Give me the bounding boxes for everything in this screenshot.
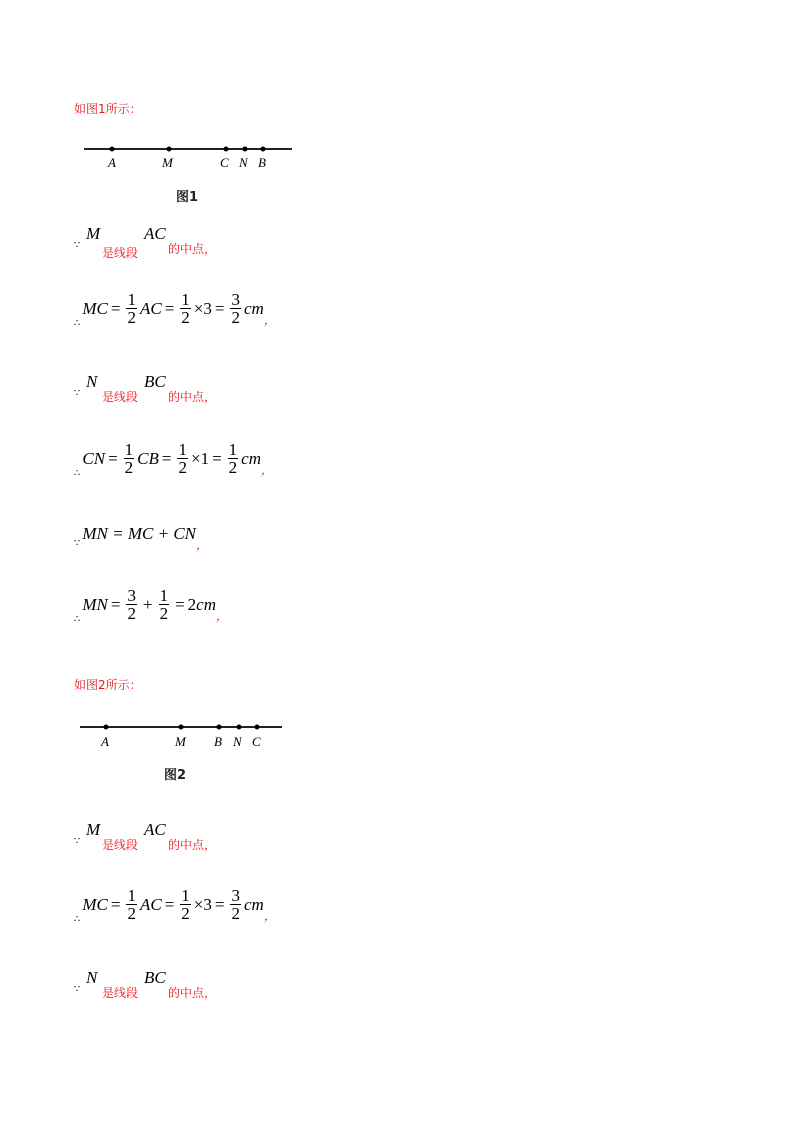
numerator: 1 [127, 290, 136, 309]
denominator: 2 [124, 458, 134, 477]
times-term: ×1 [190, 448, 210, 468]
text-is-segment: 是线段 [102, 390, 139, 404]
comma: ， [261, 463, 274, 477]
text-is-segment: 是线段 [102, 986, 139, 1000]
numerator: 1 [178, 440, 187, 459]
equals: = [212, 448, 222, 468]
s1-statement-n-midpoint [74, 372, 374, 404]
figure1-point-b [261, 147, 266, 152]
text-midpoint: 的中点， [168, 986, 217, 1000]
segment-ac: AC [144, 820, 166, 839]
section1-intro: 如图1所示： [74, 102, 142, 116]
numerator: 1 [181, 290, 190, 309]
lhs: MC [82, 894, 108, 914]
numerator: 3 [127, 586, 136, 605]
var-m: M [86, 820, 101, 839]
s2-statement-n-midpoint [74, 968, 374, 1000]
unit: cm [196, 594, 216, 614]
comma: ， [263, 909, 276, 923]
result: 2 [187, 594, 197, 614]
denominator: 2 [231, 904, 240, 923]
section2-intro: 如图2所示： [74, 678, 142, 692]
figure2-label-m: M [175, 734, 186, 749]
equals: = [164, 894, 175, 914]
lhs: MC [82, 298, 108, 318]
denominator: 2 [159, 604, 169, 623]
fraction [126, 291, 137, 326]
unit: cm [243, 298, 264, 318]
fraction [124, 441, 135, 476]
denominator: 2 [231, 308, 240, 327]
denominator: 2 [127, 604, 136, 623]
s1-equation-cn [74, 438, 273, 479]
figure1-label-c: C [220, 155, 229, 170]
figure2-label-a: A [101, 734, 109, 749]
s1-equation-mn-result [74, 584, 228, 625]
because-symbol: ∵ [74, 538, 81, 549]
fraction [126, 587, 137, 622]
numerator: 1 [159, 586, 169, 605]
var-m: M [86, 224, 101, 243]
s1-statement-m-midpoint [74, 224, 374, 260]
times-term: ×3 [193, 298, 212, 318]
segment-ac: AC [144, 224, 166, 243]
because-symbol: ∵ [74, 388, 81, 399]
numerator: 3 [231, 290, 240, 309]
figure2-point-a [104, 725, 109, 730]
because-symbol: ∵ [74, 240, 81, 251]
figure2-point-n [237, 725, 242, 730]
segment: AC [139, 298, 162, 318]
times-term: ×3 [193, 894, 212, 914]
because-symbol: ∵ [74, 836, 81, 847]
equals: = [175, 594, 185, 614]
comma: ， [196, 538, 209, 552]
numerator: 1 [181, 886, 190, 905]
text-is-segment: 是线段 [102, 838, 139, 852]
figure1-point-m [167, 147, 172, 152]
figure1-label-a: A [108, 155, 116, 170]
denominator: 2 [127, 308, 136, 327]
var-n: N [86, 372, 98, 391]
numerator: 3 [231, 886, 240, 905]
text-is-segment: 是线段 [102, 246, 139, 260]
denominator: 2 [181, 904, 190, 923]
numerator: 1 [124, 440, 134, 459]
figure2-line-diagram [76, 716, 290, 752]
numerator: 1 [228, 440, 238, 459]
figure1-label-n: N [239, 155, 248, 170]
therefore-symbol: ∴ [74, 468, 81, 479]
therefore-symbol: ∴ [74, 318, 81, 329]
fraction [180, 887, 191, 922]
equals: = [164, 298, 175, 318]
numerator: 1 [127, 886, 136, 905]
lhs: CN [82, 448, 106, 468]
comma: ， [263, 313, 276, 327]
fraction [230, 291, 241, 326]
fraction [230, 887, 241, 922]
because-symbol: ∵ [74, 984, 81, 995]
therefore-symbol: ∴ [74, 914, 81, 925]
text-midpoint: 的中点， [168, 242, 217, 256]
denominator: 2 [181, 308, 190, 327]
denominator: 2 [178, 458, 187, 477]
s2-equation-mc [74, 884, 276, 925]
fraction [177, 441, 188, 476]
figure2-point-m [179, 725, 184, 730]
s1-equation-mc [74, 288, 276, 329]
figure2-caption: 图2 [164, 768, 187, 783]
figure1-label-m: M [162, 155, 173, 170]
equals: = [161, 448, 172, 468]
figure2-point-b [217, 725, 222, 730]
fraction [228, 441, 239, 476]
s2-statement-m-midpoint [74, 820, 374, 852]
figure1-point-c [224, 147, 229, 152]
text-midpoint: 的中点， [168, 390, 217, 404]
figure1-point-n [243, 147, 248, 152]
text-midpoint: 的中点， [168, 838, 217, 852]
fraction [126, 887, 137, 922]
s1-equation-mn-sum [74, 524, 208, 553]
expression: MN = MC + CN [82, 524, 196, 543]
comma: ， [215, 609, 228, 623]
unit: cm [243, 894, 264, 914]
equals: = [110, 298, 121, 318]
equals: = [108, 448, 118, 468]
denominator: 2 [127, 904, 136, 923]
denominator: 2 [228, 458, 238, 477]
equals: = [110, 894, 121, 914]
figure2-point-c [255, 725, 260, 730]
figure2-label-c: C [252, 734, 261, 749]
figure1-point-a [110, 147, 115, 152]
fraction [159, 587, 170, 622]
equals: = [214, 894, 225, 914]
figure1-label-b: B [258, 155, 266, 170]
figure1-caption: 图1 [176, 190, 199, 205]
figure2-label-n: N [233, 734, 242, 749]
fraction [180, 291, 191, 326]
figure2-label-b: B [214, 734, 222, 749]
lhs: MN [82, 594, 108, 614]
segment: AC [139, 894, 162, 914]
segment-bc: BC [144, 968, 166, 987]
equals: = [214, 298, 225, 318]
therefore-symbol: ∴ [74, 614, 81, 625]
figure1-line-diagram [80, 138, 300, 174]
segment-bc: BC [144, 372, 166, 391]
unit: cm [241, 448, 261, 468]
equals: = [110, 594, 121, 614]
segment: CB [137, 448, 159, 468]
plus: + [142, 594, 153, 614]
var-n: N [86, 968, 98, 987]
